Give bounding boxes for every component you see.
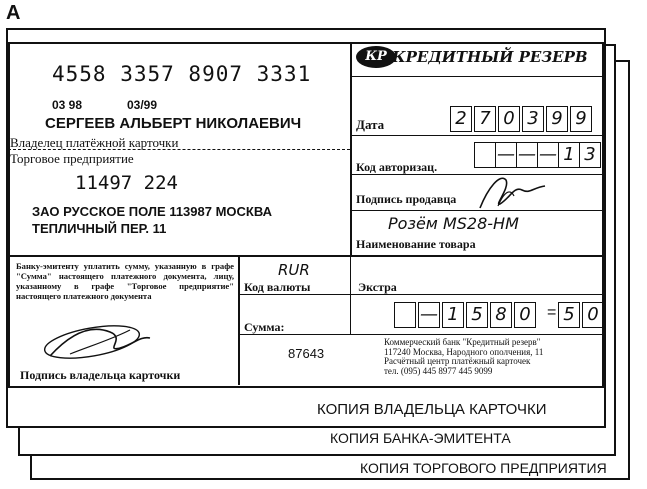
holder-signature-label: Подпись владельца карточки (20, 368, 181, 382)
card-valid-to: 03/99 (127, 98, 158, 112)
sum-digit-box-2: — (418, 302, 440, 328)
date-digit-box-4: 3 (522, 106, 544, 132)
goods-value: Розём MS28-HM (388, 214, 519, 233)
auth-digit-box-1 (474, 142, 496, 168)
bank-logo (356, 46, 596, 72)
figure-label: A (6, 2, 21, 24)
bank-info-line1: Коммерческий банк "Кредитный резерв" (384, 337, 541, 347)
sum-digit-box-5: 8 (490, 302, 512, 328)
auth-digit-box-4: — (537, 142, 559, 168)
sum-label: Сумма: (244, 320, 285, 334)
merchant-id: 11497 224 (75, 172, 178, 194)
holder-copy-label: КОПИЯ ВЛАДЕЛЬЦА КАРТОЧКИ (317, 401, 547, 418)
date-digit-box-6: 9 (570, 106, 592, 132)
card-holder-label: Владелец платёжной карточки (10, 135, 179, 150)
bank-info (384, 338, 543, 376)
bank-info-line2: 117240 Москва, Народного ополчения, 11 (384, 346, 544, 357)
seller-signature-label: Подпись продавца (356, 192, 457, 206)
auth-digit-box-2: — (495, 142, 517, 168)
issuer-copy-label: КОПИЯ БАНКА-ЭМИТЕНТА (330, 430, 511, 446)
merchant-address: ТЕПЛИЧНЫЙ ПЕР. 11 (32, 221, 167, 236)
extra-label: Экстра (358, 280, 397, 294)
date-digit-box-3: 0 (498, 106, 520, 132)
merchant-copy-label: КОПИЯ ТОРГОВОГО ПРЕДПРИЯТИЯ (360, 460, 607, 476)
merchant-name: ЗАО РУССКОЕ ПОЛЕ 113987 МОСКВА (32, 204, 272, 219)
card-valid-from: 03 98 (52, 98, 83, 112)
sum-digit-box-1 (394, 302, 416, 328)
sum-cent-box-1: 5 (558, 302, 580, 328)
holder-signature (30, 318, 160, 368)
goods-label: Наименование товара (356, 237, 476, 251)
sum-digit-box-4: 5 (466, 302, 488, 328)
card-holder-name: СЕРГЕЕВ АЛЬБЕРТ НИКОЛАЕВИЧ (45, 115, 302, 132)
card-number: 4558 3357 8907 3331 (52, 62, 312, 86)
sum-cent-box-2: 0 (582, 302, 604, 328)
reference-number: 87643 (288, 346, 325, 361)
date-label: Дата (356, 117, 385, 132)
date-digit-box-2: 7 (474, 106, 496, 132)
auth-digit-box-6: 3 (579, 142, 601, 168)
auth-code-label: Код авторизац. (356, 160, 438, 174)
sum-digit-box-6: 0 (514, 302, 536, 328)
auth-digit-box-3: — (516, 142, 538, 168)
seller-signature (470, 168, 550, 214)
bank-info-line4: тел. (095) 445 8977 445 9099 (384, 365, 493, 376)
merchant-label: Торговое предприятие (10, 151, 134, 166)
sum-separator: = (547, 304, 557, 321)
bank-info-line3: Расчётный центр платёжный карточек (384, 356, 531, 366)
instruction-text-block: Банку-эмитенту уплатить сумму, указанную в графе "Сумма" настоящего платежного документа, лицу, указанному в графе "Торговое предприятие" настоящего платежного документа (16, 261, 234, 301)
bank-logo-badge: КР (356, 46, 396, 68)
dashed-separator (8, 149, 350, 150)
date-digit-box-5: 9 (546, 106, 568, 132)
bank-logo-text: КРЕДИТНЫЙ РЕЗЕРВ (392, 48, 588, 66)
sum-digit-box-3: 1 (442, 302, 464, 328)
auth-digit-box-5: 1 (558, 142, 580, 168)
date-digit-box-1: 2 (450, 106, 472, 132)
currency-label: Код валюты (244, 280, 311, 294)
currency-value: RUR (278, 261, 310, 279)
